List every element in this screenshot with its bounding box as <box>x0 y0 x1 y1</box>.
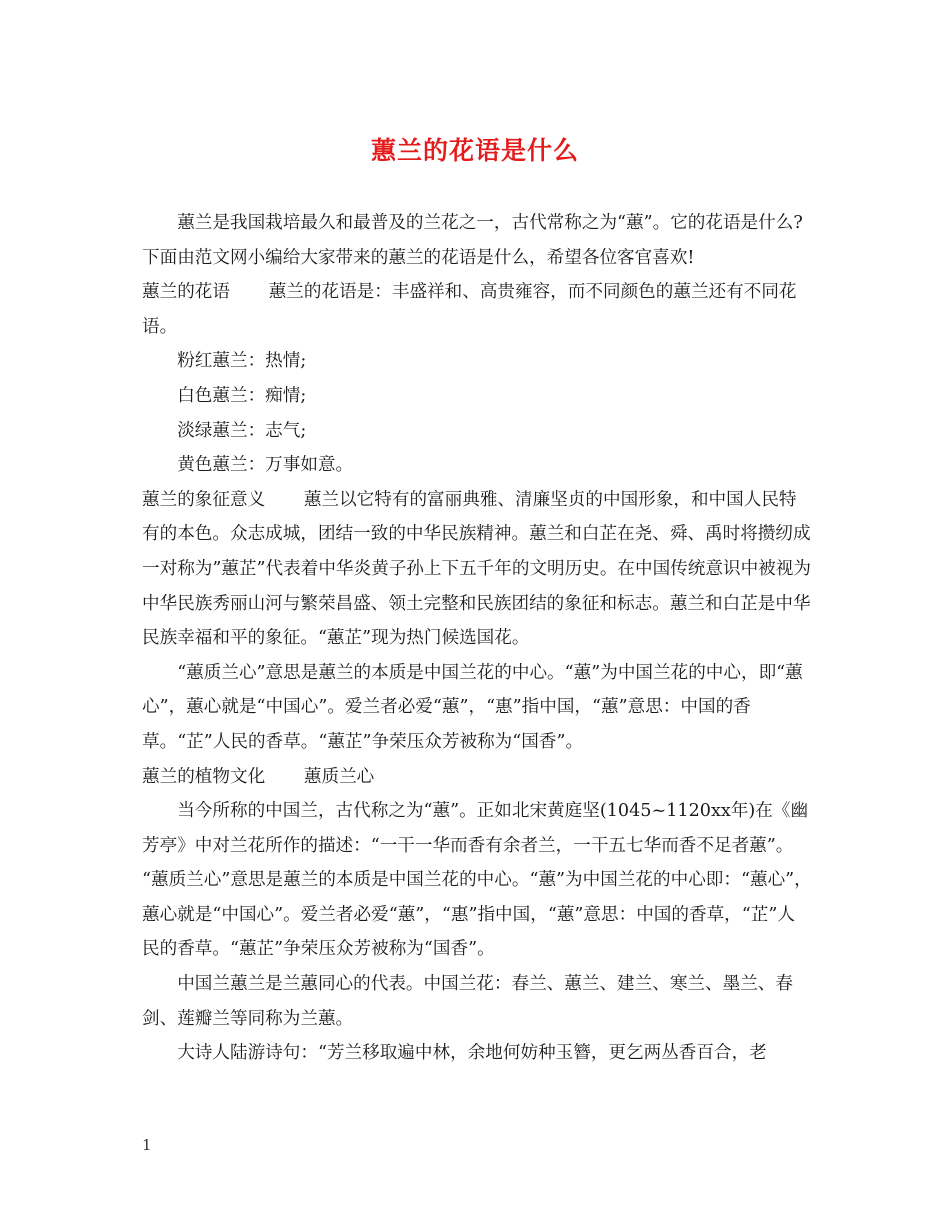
section-text: 蕙质兰心 <box>303 766 375 787</box>
list-item: 淡绿蕙兰：志气; <box>177 420 307 441</box>
section-plant-culture <box>142 760 812 795</box>
section-symbolism <box>142 483 812 656</box>
intro-paragraph: 蕙兰是我国栽培最久和最普及的兰花之一，古代常称之为“蕙”。它的花语是什么?下面由范文网小编给大家带来的蕙兰的花语是什么，希望各位客官喜欢! <box>142 213 803 268</box>
section-heading: 蕙兰的花语 <box>142 282 230 303</box>
section-text: 蕙兰的花语是：丰盛祥和、高贵雍容，而不同颜色的蕙兰还有不同花语。 <box>142 282 797 337</box>
list-item: 白色蕙兰：痴情; <box>177 385 307 406</box>
culture-paragraph-2: 中国兰蕙兰是兰蕙同心的代表。中国兰花：春兰、蕙兰、建兰、寒兰、墨兰、春剑、莲瓣兰等同称为兰蕙。 <box>142 974 793 1029</box>
section-heading: 蕙兰的植物文化 <box>142 766 266 787</box>
list-item: 黄色蕙兰：万事如意。 <box>177 455 354 476</box>
document-body <box>142 206 812 1071</box>
culture-paragraph-3: 大诗人陆游诗句：“芳兰移取遍中林，余地何妨种玉簪，更乞两丛香百合，老 <box>177 1043 767 1064</box>
section-heading: 蕙兰的象征意义 <box>142 489 266 510</box>
page-number: 1 <box>142 1136 152 1154</box>
document-title: 蕙兰的花语是什么 <box>370 136 579 165</box>
section-flower-language <box>142 275 812 344</box>
list-item: 粉红蕙兰：热情; <box>177 351 307 372</box>
section-text: 蕙兰以它特有的富丽典雅、清廉坚贞的中国形象，和中国人民特有的本色。众志成城，团结一致的中华民族精神。蕙兰和白芷在尧、舜、禹时将攒纫成一对称为”蕙芷”代表着中华炎黄子孙上下五千年的文明历史。在中国传统意识中被视为中华民族秀丽山河与繁荣昌盛、领土完整和民族团结的象征和标志。蕙兰和白芷是中华民族幸福和平的象征。“蕙芷”现为热门候选国花。 <box>142 489 811 649</box>
culture-paragraph-1: 当今所称的中国兰，古代称之为“蕙”。正如北宋黄庭坚(1045~1120xx年)在《幽芳亭》中对兰花所作的描述：“一干一华而香有余者兰，一干五七华而香不足者蕙”。 “蕙质兰心”意思是蕙兰的本质是中国兰花的中心。“蕙”为中国兰花的中心即：“蕙心”，蕙心就是“中国心”。爱兰者必爱“蕙”，“惠”指中国，“蕙”意思：中国的香草，“芷”人民的香草。“蕙芷”争荣压众芳被称为“国香”。 <box>142 801 812 960</box>
symbolism-paragraph-2: “蕙质兰心”意思是蕙兰的本质是中国兰花的中心。“蕙”为中国兰花的中心，即“蕙心”，蕙心就是“中国心”。爱兰者必爱“蕙”，“惠”指中国，“蕙”意思：中国的香草。“芷”人民的香草。“蕙芷”争荣压众芳被称为“国香”。 <box>142 662 803 752</box>
